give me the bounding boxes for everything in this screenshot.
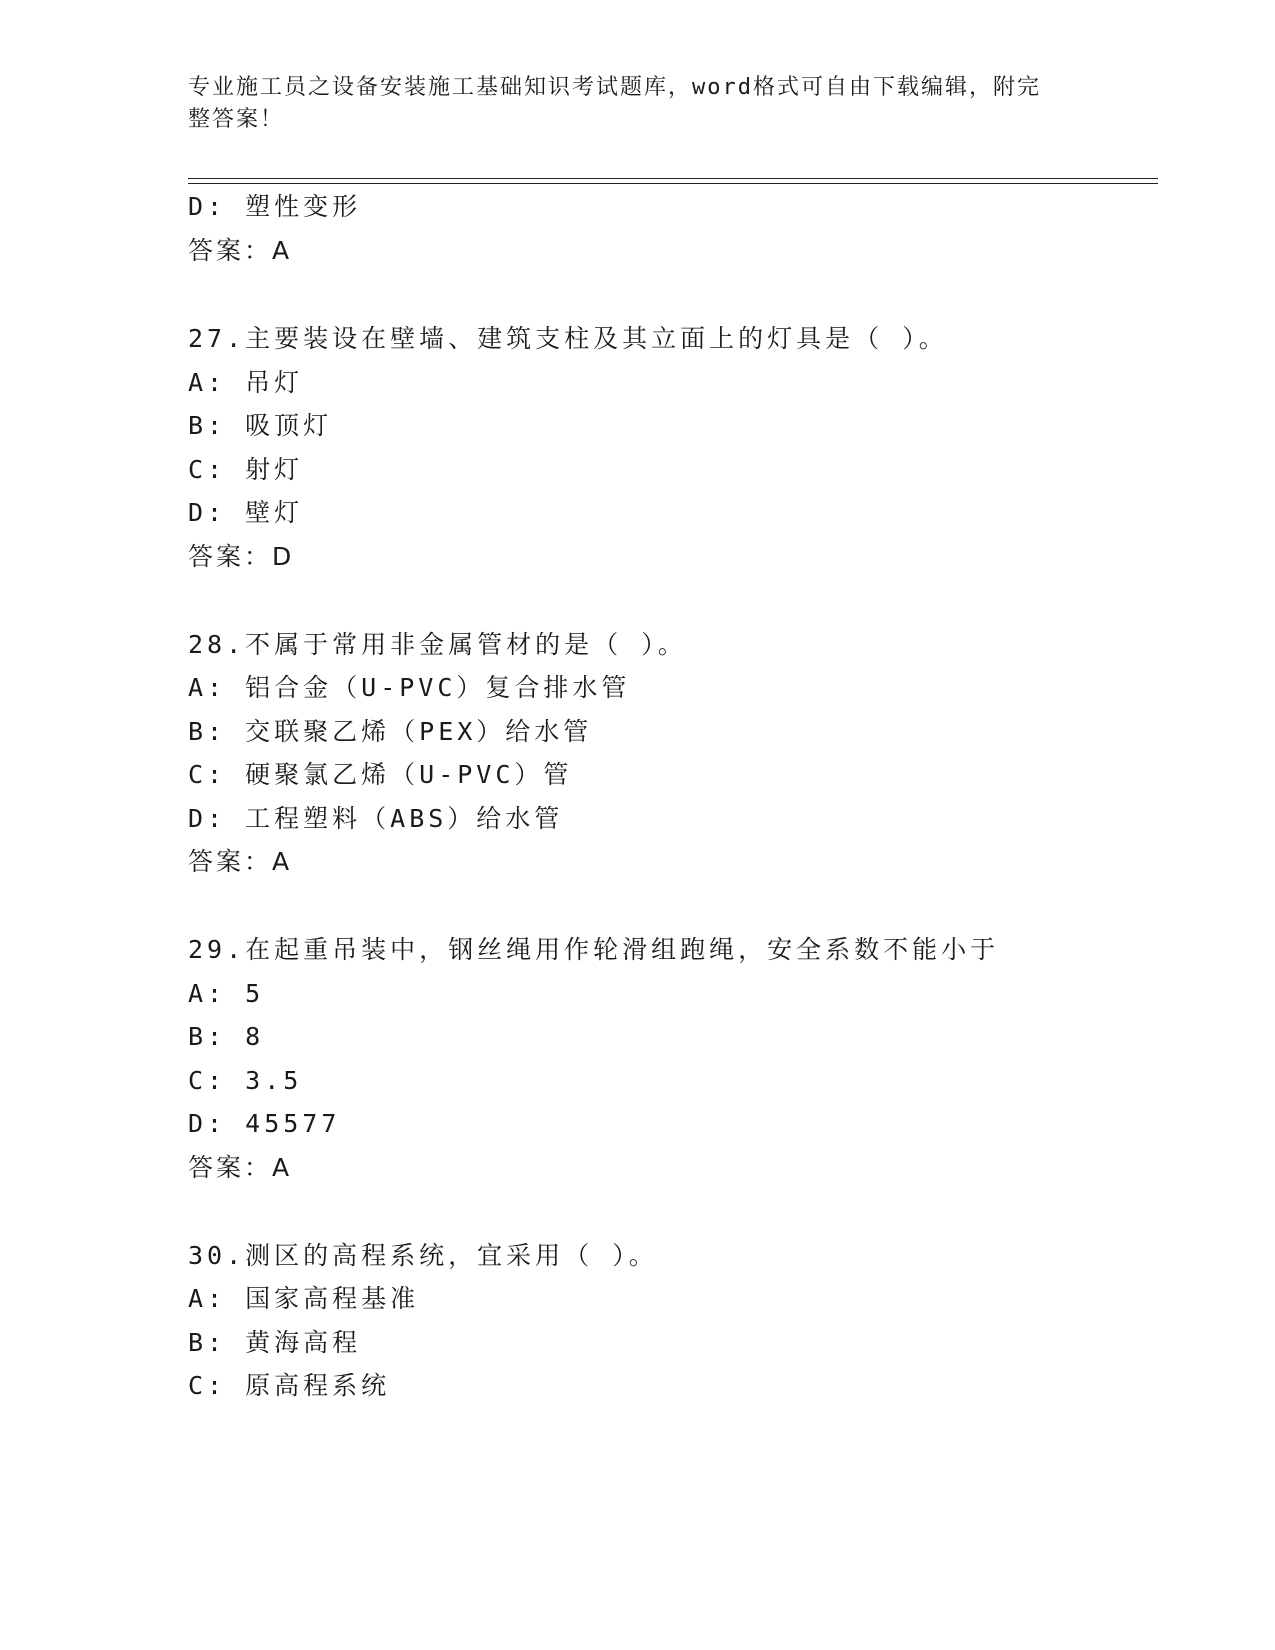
question-29-option-c: C: 3.5 (188, 1066, 303, 1095)
question-28-answer: 答案：A (188, 847, 293, 876)
question-28-option-c: C: 硬聚氯乙烯（U-PVC）管 (188, 760, 573, 789)
question-30-option-a: A: 国家高程基准 (188, 1284, 420, 1313)
document-header (188, 72, 1068, 136)
question-27-option-b: B: 吸顶灯 (188, 411, 333, 440)
question-27-answer: 答案：D (188, 542, 295, 571)
question-29-option-a: A: 5 (188, 979, 265, 1008)
question-28-option-a: A: 铝合金（U-PVC）复合排水管 (188, 673, 631, 702)
question-29-stem: 29.在起重吊装中，钢丝绳用作轮滑组跑绳，安全系数不能小于 (188, 935, 1000, 964)
question-27-stem: 27.主要装设在壁墙、建筑支柱及其立面上的灯具是（ ）。 (188, 324, 948, 353)
question-27-option-a: A: 吊灯 (188, 368, 304, 397)
question-27-option-c: C: 射灯 (188, 455, 304, 484)
question-28-option-b: B: 交联聚乙烯（PEX）给水管 (188, 717, 593, 746)
question-29-option-d: D: 45577 (188, 1109, 341, 1138)
question-29-option-b: B: 8 (188, 1022, 265, 1051)
question-28-stem: 28.不属于常用非金属管材的是（ ）。 (188, 630, 687, 659)
question-30-stem: 30.测区的高程系统，宜采用（ ）。 (188, 1241, 658, 1270)
header-divider-top (188, 178, 1158, 179)
question-27-option-d: D: 壁灯 (188, 498, 304, 527)
prev-question-option-d: D: 塑性变形 (188, 192, 362, 221)
question-30-option-b: B: 黄海高程 (188, 1328, 362, 1357)
prev-question-answer: 答案：A (188, 236, 293, 265)
question-30-option-c: C: 原高程系统 (188, 1371, 391, 1400)
question-29-answer: 答案：A (188, 1153, 293, 1182)
header-title-line-1: 专业施工员之设备安装施工基础知识考试题库，word格式可自由下载编辑，附完 (188, 75, 1041, 100)
question-28-option-d: D: 工程塑料（ABS）给水管 (188, 804, 564, 833)
header-divider-bottom (188, 183, 1158, 184)
header-title-line-2: 整答案！ (188, 107, 285, 132)
